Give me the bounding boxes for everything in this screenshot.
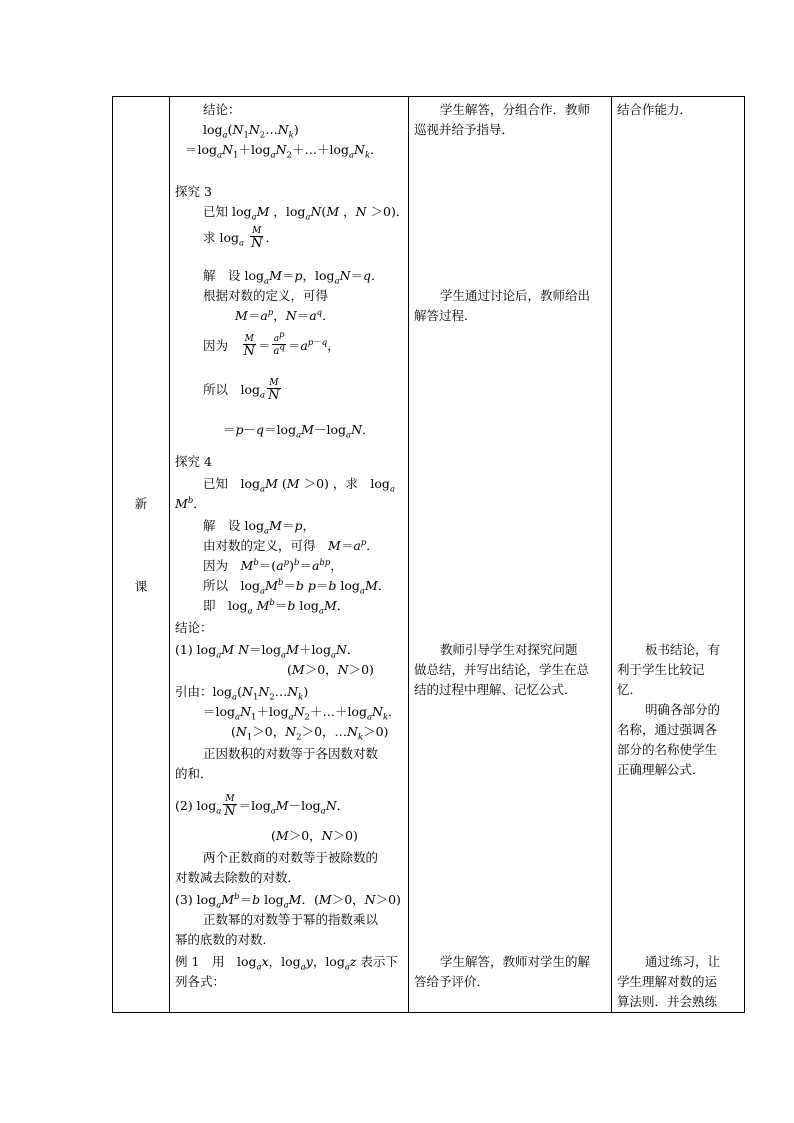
activity-p3-line1: 教师引导学生对探究问题 (440, 642, 578, 657)
intent-p2-line1: 板书结论，有 (645, 642, 721, 657)
by-definition-text: 根据对数的定义，可得 (203, 288, 329, 303)
solution-setup: 解 设 $\log_aM=p$，$\log_aN=q$． (203, 268, 384, 287)
solution4-setup: 解 设 $\log_aM=p$， (203, 518, 315, 537)
intent-p2-line3: 忆． (617, 682, 643, 697)
corollary-expansion: $=\log_aN_1+\log_aN_2+\dots+\log_aN_k$． (203, 704, 401, 723)
activity-p2-line2: 解答过程． (414, 308, 477, 323)
explore3-title: 探究 3 (175, 184, 212, 199)
intent-p2-line7: 正确理解公式． (617, 762, 705, 777)
rule2-formula: (2) $\log_a$ M N $=\log_aM-\log_aN$． (175, 794, 350, 819)
rule2-text: 两个正数商的对数等于被除数的 (203, 850, 379, 865)
formula-so-log-power: 所以 $\log_aM^b=b$ p＝b $\log_aM$． (203, 577, 391, 597)
lesson-table (112, 96, 745, 1013)
rule3-text: 正数幂的对数等于幂的指数乘以 (203, 912, 379, 927)
formula-namely: 即 $\log_a M^b=b$ $\log_aM$． (203, 597, 350, 617)
explore4-known-cont: $M^b$． (175, 495, 206, 511)
rule1-text-cont: 的和． (175, 766, 213, 781)
intent-p3-line1: 通过练习，让 (645, 954, 721, 969)
formula-quotient: 因为 M N ＝ $\frac{a^p}{a^q}$ $=a^{p-q}$， (203, 330, 340, 359)
column-divider (611, 97, 612, 1012)
formula-power-expand: 因为 $M^b=(a^p)^b=a^{bp}$， (203, 557, 343, 573)
intent-p3-line3: 算法则．并会熟练 (617, 994, 718, 1009)
column-divider (408, 97, 409, 1012)
activity-p1-line2: 巡视并给予指导． (414, 122, 515, 137)
intent-p3-line2: 学生理解对数的运 (617, 974, 718, 989)
activity-p4-line1: 学生解答，教师对学生的解 (440, 954, 591, 969)
section-label-bottom: 课 (134, 579, 148, 594)
conclusion-label: 结论： (203, 102, 241, 117)
rule3-text-cont: 幂的底数的对数． (175, 932, 276, 947)
explore3-seek: 求 $\log_a$ M N ． (203, 226, 278, 251)
example1-cont: 列各式： (175, 974, 226, 989)
activity-p1-line1: 学生解答，分组合作．教师 (440, 102, 591, 117)
intent-p2-line2: 利于学生比较记 (617, 662, 705, 677)
formula-power-form: $M=a^p$，$N=a^q$． (235, 307, 335, 323)
formula-log-product: $\log_a(N_1N_2\dots N_k)$ (203, 122, 299, 141)
intent-p2-line6: 部分的名称使学生 (617, 742, 718, 757)
rule2-text-cont: 对数减去除数的对数． (175, 870, 301, 885)
explore4-known: 已知 $\log_aM$ (M ＞0) ，求 $\log_a$ (203, 476, 396, 495)
activity-p3-line3: 结的过程中理解、记忆公式． (414, 682, 577, 697)
column-divider (169, 97, 170, 1012)
corollary-condition: ($N_1>0$，$N_2>0$，$\dots N_k>0$) (231, 724, 389, 743)
intent-p2-line5: 名称，通过强调各 (617, 722, 718, 737)
intent-p1-line1: 结合作能力． (617, 102, 693, 117)
rule3-formula: (3) $\log_aM^b=b$ $\log_aM$．(M＞0，N＞0) (175, 891, 401, 911)
explore3-known: 已知 $\log_aM$ ，$\log_aN(M$ ，N ＞0)． (203, 204, 409, 223)
conclusion2-label: 结论： (175, 620, 213, 635)
activity-p4-line2: 答给予评价． (414, 974, 490, 989)
corollary-formula: 引由：$\log_a(N_1N_2\dots N_k)$ (175, 684, 309, 703)
rule1-condition: (M＞0，N＞0) (287, 662, 374, 677)
activity-p2-line1: 学生通过讨论后，教师给出 (440, 288, 591, 303)
intent-p2-line4: 明确各部分的 (645, 702, 721, 717)
rule1-formula: (1) $\log_aM$ $N=\log_aM+\log_aN$． (175, 642, 360, 661)
explore4-title: 探究 4 (175, 454, 212, 469)
formula-log-sum: $=\log_aN_1+\log_aN_2+\dots+\log_aN_k$． (185, 142, 383, 161)
activity-p3-line2: 做总结，并写出结论，学生在总 (414, 662, 590, 677)
formula-log-difference: $=p-q=\log_aM-\log_aN$． (223, 422, 375, 441)
rule2-condition: (M＞0，N＞0) (271, 828, 358, 843)
example1: 例 1 用 $\log_ax$，$\log_ay$，$\log_az$ 表示下 (175, 954, 399, 973)
formula-so-log-quotient: 所以 $\log_a$ M N (203, 378, 280, 403)
by-definition2-text: 由对数的定义，可得 $M=a^p$． (203, 537, 379, 553)
section-label-top: 新 (134, 496, 148, 511)
rule1-text: 正因数积的对数等于各因数对数 (203, 746, 379, 761)
